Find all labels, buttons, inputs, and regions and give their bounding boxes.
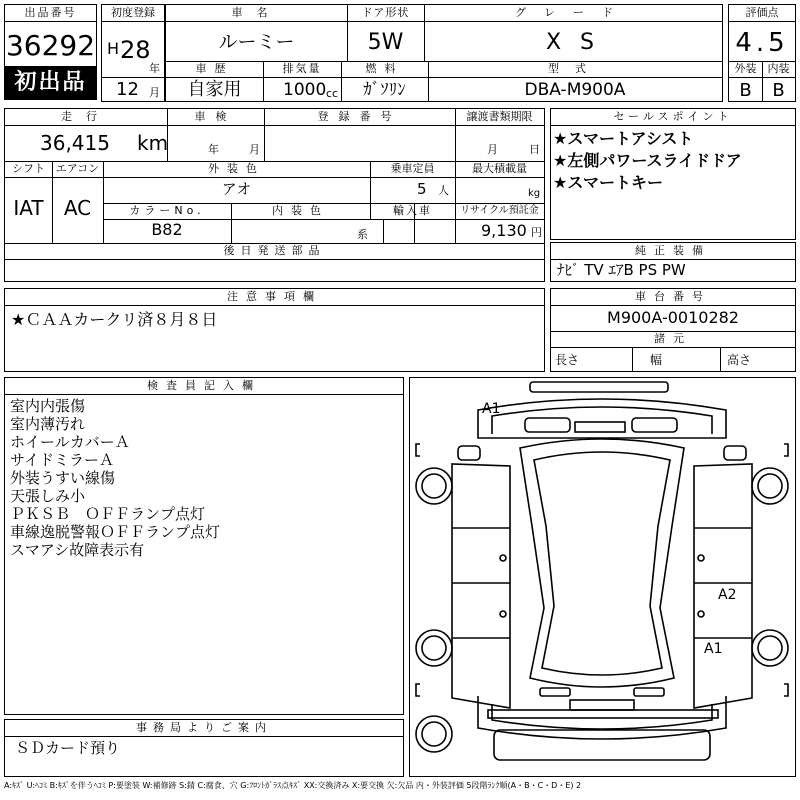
transfer-month: 月 xyxy=(487,143,498,156)
chassis-label: 車台番号 xyxy=(635,290,711,303)
score-label: 評価点 xyxy=(745,6,779,19)
grade-label: グレード xyxy=(515,6,631,19)
displacement-label: 排気量 xyxy=(282,62,322,75)
shift-value: IAT xyxy=(13,196,44,220)
first-listing-badge: 初出品 xyxy=(4,66,97,100)
inspector-label: 検査員記入欄 xyxy=(147,379,261,392)
fuel-label: 燃料 xyxy=(365,62,404,75)
displacement-unit: cc xyxy=(326,87,339,100)
max-load-label: 最大積載量 xyxy=(472,162,527,175)
chassis-box xyxy=(550,288,796,372)
dims-label: 諸元 xyxy=(654,332,692,345)
car-outline xyxy=(410,378,795,776)
exterior-color: アオ xyxy=(221,180,252,198)
office-box xyxy=(4,719,404,777)
mileage-label: 走行 xyxy=(61,110,111,123)
door-type: 5W xyxy=(367,30,404,55)
first-reg-label: 初度登録 xyxy=(111,6,155,19)
notes-label: 注意事項欄 xyxy=(227,290,322,303)
sales-points-label: セールスポイント xyxy=(613,110,733,123)
parts-label: 後日発送部品 xyxy=(223,244,326,257)
inspection-month: 月 xyxy=(249,143,260,156)
reg-year: 28 xyxy=(120,36,151,64)
sales-points-box xyxy=(550,108,796,240)
era-letter: H xyxy=(107,39,120,58)
equipment-label: 純正装備 xyxy=(635,244,711,257)
interior-color-unit: 系 xyxy=(357,228,368,241)
reg-month: 12 xyxy=(116,79,139,100)
lot-number: 36292 xyxy=(5,29,96,62)
damage-diagram xyxy=(409,377,796,777)
inspector-item: スマアシ故障表示有 xyxy=(10,541,145,559)
damage-mark: A1 xyxy=(704,641,723,657)
transfer-label: 譲渡書類期限 xyxy=(466,110,533,123)
score-value: 4.5 xyxy=(735,28,789,58)
exterior-color-label: 外装色 xyxy=(208,162,265,175)
import-label: 輸入車 xyxy=(393,204,432,217)
recycle-unit: 円 xyxy=(531,226,542,239)
ac-label: エアコン xyxy=(55,162,100,175)
damage-mark: A2 xyxy=(718,587,737,603)
interior-label: 内装 xyxy=(767,62,790,75)
history: 自家用 xyxy=(187,79,242,100)
interior-grade: B xyxy=(772,80,785,101)
legend: A:ｷｽﾞ U:ﾍｺﾐ B:ｷｽﾞを伴うﾍｺﾐ P:要塗装 W:補修跡 S:錆 C:腐食、穴 G:ﾌﾛﾝﾄｶﾞﾗｽ点ｷｽﾞ XX:交換済み X:要交換 欠:欠品 内・外装評価 5段階ﾗﾝｸ順(A・B・C・D・E) 2 xyxy=(4,781,582,790)
color-no: B82 xyxy=(151,220,183,239)
inspector-item: ホイールカバーＡ xyxy=(10,433,130,451)
lot-label: 出品番号 xyxy=(24,6,77,19)
specs-box xyxy=(4,108,545,282)
inspection-label: 車検 xyxy=(194,110,237,123)
damage-mark: A1 xyxy=(482,401,501,417)
width-label: 幅 xyxy=(650,353,663,367)
grade: X S xyxy=(545,30,601,55)
recycle-amount: 9,130 xyxy=(481,221,527,240)
inspector-item: 外装うすい線傷 xyxy=(10,469,116,487)
interior-color-label: 内装色 xyxy=(272,204,329,217)
year-unit: 年 xyxy=(149,62,160,75)
exterior-label: 外装 xyxy=(734,62,757,75)
history-label: 車歴 xyxy=(195,62,234,75)
sales-point-item: ★左側パワースライドドア xyxy=(553,151,742,170)
inspector-item: 車線逸脱警報ＯＦＦランプ点灯 xyxy=(10,523,221,541)
first-registration-box xyxy=(101,4,165,102)
model-code: DBA-M900A xyxy=(524,80,626,100)
mileage: 36,415 xyxy=(40,131,110,155)
height-label: 高さ xyxy=(727,353,752,367)
vehicle-info-box xyxy=(165,4,723,102)
color-no-label: カラーNo. xyxy=(129,204,205,217)
office-label: 事務局よりご案内 xyxy=(136,721,272,734)
mileage-unit: km xyxy=(137,131,169,155)
chassis-number: M900A-0010282 xyxy=(607,308,739,327)
transfer-day: 日 xyxy=(529,143,540,156)
fuel: ｶﾞｿﾘﾝ xyxy=(363,80,406,100)
ac-value: AC xyxy=(63,196,92,220)
capacity: 5 xyxy=(417,180,427,198)
inspector-item: ＰＫＳＢ ＯＦＦランプ点灯 xyxy=(10,505,206,523)
inspection-year: 年 xyxy=(208,143,219,156)
notes-box xyxy=(4,288,545,372)
score-box xyxy=(728,4,796,102)
reg-number-label: 登録番号 xyxy=(317,110,402,123)
month-unit: 月 xyxy=(149,86,160,99)
inspector-box xyxy=(4,377,404,715)
capacity-label: 乗車定員 xyxy=(390,162,435,175)
inspector-item: 室内内張傷 xyxy=(10,397,86,415)
inspector-item: 室内薄汚れ xyxy=(10,415,86,433)
equipment-box xyxy=(550,242,796,282)
model-label: 型式 xyxy=(548,62,602,75)
inspector-item: サイドミラーＡ xyxy=(10,451,114,469)
door-label: ドア形状 xyxy=(361,6,410,19)
equipment-value: ﾅﾋﾞ TV ｴｱB PS PW xyxy=(557,261,686,279)
car-name: ルーミー xyxy=(218,31,295,53)
displacement: 1000 xyxy=(283,80,327,100)
inspector-item: 天張しみ小 xyxy=(10,487,86,505)
office-text: ＳＤカード預り xyxy=(15,739,121,757)
shift-label: シフト xyxy=(12,162,45,175)
notes-text: ★ＣＡＡカークリ済８月８日 xyxy=(11,310,218,329)
sales-point-item: ★スマートキー xyxy=(553,173,664,192)
exterior-grade: B xyxy=(739,80,752,101)
recycle-label: リサイクル預託金 xyxy=(460,205,539,216)
sales-point-item: ★スマートアシスト xyxy=(553,129,694,148)
car-name-label: 車名 xyxy=(231,6,282,19)
max-load-unit: kg xyxy=(528,188,541,199)
inspector-notes xyxy=(10,397,220,559)
capacity-unit: 人 xyxy=(438,184,449,197)
length-label: 長さ xyxy=(555,353,580,367)
